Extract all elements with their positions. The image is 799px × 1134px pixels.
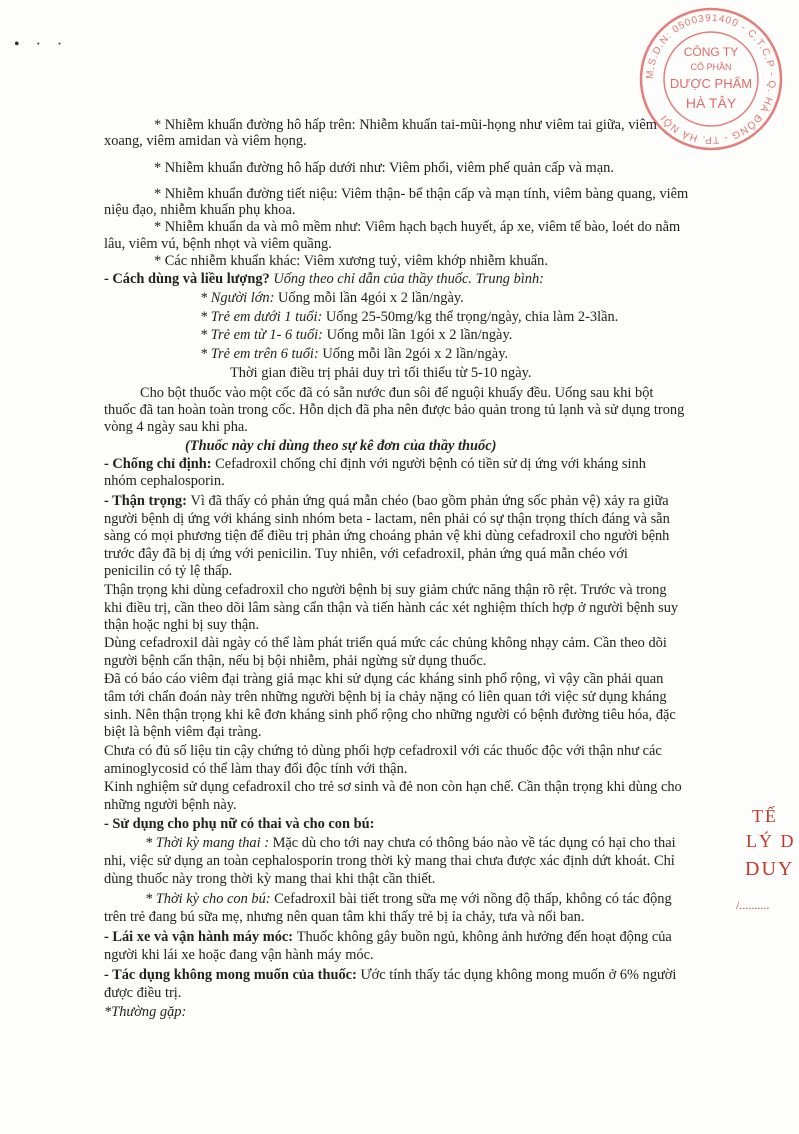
text-line — [104, 236, 332, 253]
text-line — [104, 617, 259, 634]
text-line — [104, 133, 307, 150]
text-line — [200, 327, 512, 344]
text-line — [104, 707, 676, 724]
text-run: dùng thuốc này trong thời kỳ mang thai khi thật cần thiết. — [104, 871, 436, 887]
text-run: Vì đã thấy có phản ứng quá mẫn chéo (bao gồm phản ứng sốc phản vệ) xảy ra giữa — [190, 493, 669, 509]
text-line — [230, 365, 531, 382]
text-run: biệt là bệnh viêm đại tràng. — [104, 724, 262, 740]
text-run: sàng có mọi phương tiện để điều trị phản ứng choáng phản vệ khi dùng cefadroxil cho người bệnh — [104, 528, 670, 544]
text-line — [200, 346, 508, 363]
text-line — [154, 117, 657, 134]
text-line — [104, 600, 678, 617]
text-run: * Nhiễm khuẩn da và mô mềm như: Viêm hạch bạch huyết, áp xe, viêm tế bào, loét do nằm — [154, 219, 681, 235]
text-line — [185, 438, 496, 455]
text-line — [104, 456, 646, 473]
heading-run: - Thận trọng: — [104, 493, 191, 509]
text-run: lâu, viêm vú, bệnh nhọt và viêm quầng. — [104, 236, 332, 252]
text-run: Ước tính thấy tác dụng không mong muốn ở 6% người — [360, 967, 677, 983]
text-run: những người bệnh này. — [104, 797, 237, 813]
text-run: xoang, viêm amidan và viêm họng. — [104, 133, 307, 149]
heading-run: - Tác dụng không mong muốn của thuốc: — [104, 967, 361, 983]
text-line — [104, 816, 374, 833]
text-run: Mặc dù cho tới nay chưa có thông báo nào về tác dụng có hại cho thai — [269, 835, 676, 851]
stamp-ring-text: M.S.D.N: 0500391400 - C.T.C.P - Q. HÀ ĐÔNG - TP. HÀ NỘI — [644, 12, 778, 146]
text-run: thuốc đã tan hoàn toàn trong cốc. Hỗn dịch đã pha nên được bảo quản trong tủ lạnh và sử dụng trong — [104, 402, 685, 418]
text-run: trên trẻ đang bú sữa mẹ, nhưng nên quan tâm khi thấy trẻ bị ỉa chảy, tưa và nổi ban. — [104, 909, 585, 925]
text-line — [104, 563, 232, 580]
text-run: Thời kỳ cho con bú: — [155, 891, 271, 907]
text-run: Kinh nghiệm sử dụng cefadroxil cho trẻ sơ sinh và đẻ non còn hạn chế. Cần thận trọng khi dùng cho — [104, 779, 682, 795]
text-run: *Thường gặp: — [104, 1004, 187, 1020]
text-line — [154, 219, 680, 236]
text-line — [104, 871, 435, 888]
text-line — [104, 724, 261, 741]
text-run: * Các nhiễm khuẩn khác: Viêm xương tuỷ, viêm khớp nhiễm khuẩn. — [154, 253, 548, 269]
text-run: người khi lái xe hoặc đang vận hành máy móc. — [104, 947, 374, 963]
margin-stamp-4: /.......... — [736, 898, 770, 912]
text-run: sinh. Nên thận trọng khi kê đơn kháng sinh phổ rộng cho những người có bệnh đường tiêu hóa, đặc — [104, 707, 676, 723]
text-run: Người lớn: — [210, 290, 275, 306]
text-run: penicilin có tỷ lệ thấp. — [104, 563, 233, 579]
text-line — [104, 1004, 186, 1021]
text-run: * Nhiễm khuẩn đường tiết niệu: Viêm thận- bể thận cấp và mạn tính, viêm bàng quang, viêm — [154, 186, 689, 202]
text-run: * Nhiễm khuẩn đường hô hấp dưới như: Viêm phổi, viêm phế quản cấp và mạn. — [154, 160, 614, 176]
text-run: Uống mỗi lần 2gói x 2 lần/ngày. — [318, 346, 509, 362]
text-run: nhi, việc sử dụng an toàn cephalosporin trong thời kỳ mang thai chưa được xác định dứt khoát. Chỉ — [104, 853, 675, 869]
text-run: Thận trọng khi dùng cefadroxil cho người bệnh bị suy giảm chức năng thận rõ rệt. Trước và trong — [104, 582, 667, 598]
text-run: * — [145, 835, 156, 851]
stamp-line-3: DƯỢC PHẨM — [669, 76, 753, 91]
text-line — [104, 271, 544, 288]
text-run: Thời kỳ mang thai : — [155, 835, 269, 851]
text-run: Đã có báo cáo viêm đại tràng giả mạc khi sử dụng các kháng sinh phổ rộng, vì vậy cần phải quan — [104, 671, 664, 687]
text-line — [154, 160, 614, 177]
text-line — [104, 985, 181, 1002]
text-run: Dùng cefadroxil dài ngày có thể làm phát triển quá mức các chủng không nhạy cảm. Cần theo dõi — [104, 635, 667, 651]
text-run: vòng 4 ngày sau khi pha. — [104, 419, 248, 435]
scan-specks: • · · — [14, 36, 69, 53]
text-run: * — [200, 309, 211, 325]
text-run: Uống theo chỉ dẫn của thầy thuốc. Trung bình: — [273, 271, 544, 287]
text-run: * — [200, 346, 211, 362]
text-line — [145, 891, 672, 908]
heading-run: - Cách dùng và liều lượng? — [104, 271, 274, 287]
text-run: Chưa có đủ số liệu tin cậy chứng tỏ dùng phối hợp cefadroxil với các thuốc độc với thận như các — [104, 743, 662, 759]
text-line — [104, 528, 669, 545]
text-line — [104, 761, 407, 778]
text-run: * — [200, 327, 211, 343]
text-run: * — [145, 891, 156, 907]
text-run: Thời gian điều trị phải duy trì tối thiểu từ 5-10 ngày. — [230, 365, 532, 381]
margin-stamp-2: LÝ D — [746, 831, 796, 851]
text-run: nhóm cephalosporin. — [104, 473, 225, 489]
text-line — [104, 779, 682, 796]
text-line — [104, 671, 663, 688]
text-run: Uống mỗi lần 1gói x 2 lần/ngày. — [322, 327, 513, 343]
text-line — [104, 947, 374, 964]
text-line — [104, 909, 584, 926]
stamp-line-4: HÀ TÂY — [685, 95, 737, 111]
text-run: Trẻ em từ 1- 6 tuổi: — [210, 327, 323, 343]
text-line — [104, 202, 295, 219]
heading-run: - Lái xe và vận hành máy móc: — [104, 929, 297, 945]
heading-run: - Sử dụng cho phụ nữ có thai và cho con bú: — [104, 816, 375, 832]
text-line — [104, 473, 225, 490]
text-line — [104, 689, 667, 706]
text-line — [104, 743, 662, 760]
text-run: thận hoặc nghi bị suy thận. — [104, 617, 260, 633]
text-run: * — [200, 290, 211, 306]
text-run: người bệnh dị ứng với kháng sinh nhóm beta - lactam, nên phải có sự thận trọng thích đáng và sẵn — [104, 511, 670, 527]
heading-run: (Thuốc này chỉ dùng theo sự kê đơn của thầy thuốc) — [185, 438, 497, 454]
text-run: niệu đạo, nhiễm khuẩn phụ khoa. — [104, 202, 296, 218]
text-line — [104, 967, 676, 984]
text-line — [104, 582, 667, 599]
text-line — [140, 385, 653, 402]
text-line — [200, 290, 464, 307]
text-line — [200, 309, 618, 326]
stamp-line-1: CÔNG TY — [683, 45, 739, 59]
text-line — [104, 419, 248, 436]
text-run: khi điều trị, cần theo dõi lâm sàng cẩn thận và tiến hành các xét nghiệm thích hợp ở người bệnh suy — [104, 600, 679, 616]
text-run: Cefadroxil bài tiết trong sữa mẹ với nồng độ thấp, không có tác động — [270, 891, 672, 907]
text-line — [154, 253, 548, 270]
text-run: Cefadroxil chống chỉ định với người bệnh có tiền sử dị ứng với kháng sinh — [215, 456, 646, 472]
heading-run: - Chống chỉ định: — [104, 456, 216, 472]
text-line — [104, 853, 675, 870]
text-line — [104, 653, 486, 670]
company-seal-stamp — [636, 4, 786, 154]
text-line — [154, 186, 688, 203]
text-run: trước đây đã bị dị ứng với penicilin. Tuy nhiên, với cefadroxil, phản ứng quá mẫn chéo với — [104, 546, 628, 562]
text-line — [104, 402, 684, 419]
margin-stamp-3: DUY — [745, 858, 795, 880]
text-line — [104, 546, 628, 563]
stamp-line-2: CỔ PHẦN — [690, 62, 732, 72]
text-run: Trẻ em dưới 1 tuổi: — [210, 309, 323, 325]
text-line — [145, 835, 676, 852]
text-run: * Nhiễm khuẩn đường hô hấp trên: Nhiễm khuẩn tai-mũi-họng như viêm tai giữa, viêm — [154, 117, 658, 133]
text-run: được điều trị. — [104, 985, 182, 1001]
text-line — [104, 635, 667, 652]
margin-stamp-1: TẾ — [752, 806, 778, 826]
text-run: Uống 25-50mg/kg thể trọng/ngày, chia làm 2-3lần. — [322, 309, 619, 325]
text-run: Trẻ em trên 6 tuổi: — [210, 346, 319, 362]
text-line — [104, 493, 669, 510]
text-run: tâm tới chẩn đoán này trên những người bệnh bị ỉa chảy nặng có liên quan tới việc sử dụng kháng — [104, 689, 667, 705]
text-run: Cho bột thuốc vào một cốc đã có sẵn nước đun sôi để nguội khuấy đều. Uống sau khi bột — [140, 385, 654, 401]
text-line — [104, 797, 237, 814]
text-run: aminoglycosid có thể làm thay đổi độc tính với thận. — [104, 761, 408, 777]
text-run: Thuốc không gây buồn ngủ, không ảnh hưởng đến hoạt động của — [296, 929, 672, 945]
text-run: Uống mỗi lần 4gói x 2 lần/ngày. — [274, 290, 464, 306]
text-line — [104, 929, 672, 946]
text-line — [104, 511, 670, 528]
text-run: người bệnh cẩn thận, nếu bị bội nhiễm, phải ngừng sử dụng thuốc. — [104, 653, 487, 669]
